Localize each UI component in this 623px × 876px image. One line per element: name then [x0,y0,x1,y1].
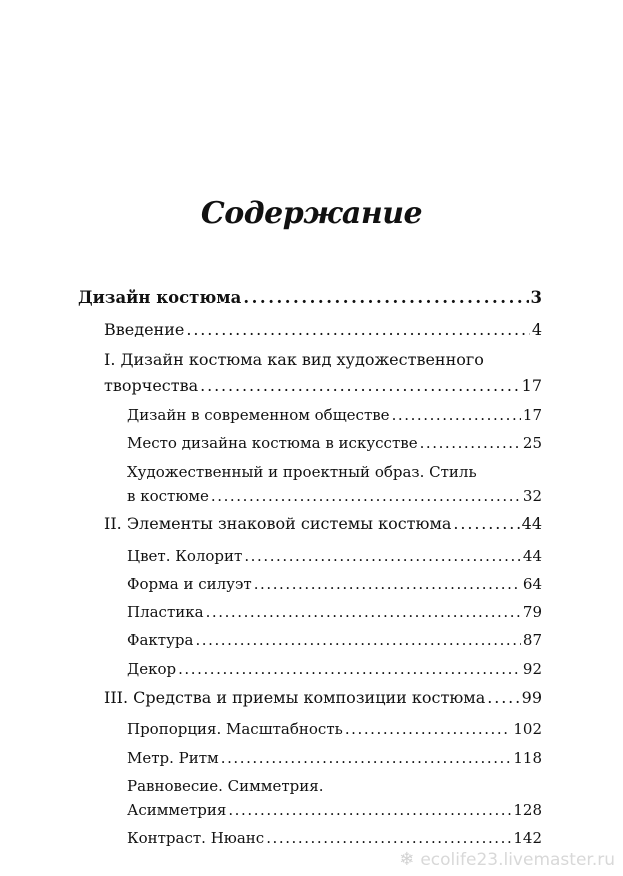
toc-entry-sub [127,602,542,622]
watermark-text: ecolife23.livemaster.ru [420,849,615,870]
toc-entry [104,320,542,340]
toc-entry-page: 17 [521,376,542,395]
toc-entry-title: Пропорция. Масштабность [127,720,343,738]
toc-entry-title: Фактура [127,631,194,649]
toc-entry-title: III. Средства и приемы композиции костюма [104,688,486,707]
toc-entry-page: 17 [522,406,542,424]
toc-entry-page: 99 [521,688,542,707]
toc-entry-sub [127,719,542,739]
toc-entry [104,514,542,534]
toc-entry-sub [127,630,542,650]
toc-entry [104,350,542,396]
toc-entry-page: 118 [513,749,542,767]
toc-entry-title: Введение [104,320,185,339]
toc-entry-sub [127,748,542,768]
toc-entry-sub [127,462,542,506]
toc-entry-page: 4 [531,320,542,339]
toc-entry-title: Контраст. Нюанс [127,829,265,847]
toc-entry-page: 102 [513,720,542,738]
toc-entry-page: 87 [522,631,542,649]
toc-entry-title: Цвет. Колорит [127,547,243,565]
toc-entry-title: Асимметрия [127,801,227,819]
toc-entry-title: Декор [127,660,177,678]
toc-entry-page: 142 [513,829,542,847]
toc-entry-page: 25 [522,434,542,452]
toc-entry-title: творчества [104,376,199,395]
toc-entry-page: 44 [522,547,542,565]
toc-entry-title: Дизайн в современном обществе [127,406,390,424]
page-title: Содержание [200,196,423,231]
toc-entry-sub [127,828,542,848]
toc-entry-sub [127,546,542,566]
toc-entry-sub [127,776,542,820]
toc-entry-sub [127,433,542,453]
toc-entry-page: 3 [530,288,542,307]
toc-entry-sub [127,659,542,679]
toc-entry-page: 128 [513,801,542,819]
toc-entry-title-line1: I. Дизайн костюма как вид художественного [104,350,484,369]
toc-entry-page: 32 [522,487,542,505]
toc-entry-sub [127,574,542,594]
toc-entry-section [78,288,542,308]
toc-entry-page: 64 [522,575,542,593]
toc-entry-page: 44 [521,514,542,533]
toc-entry-title: Форма и силуэт [127,575,252,593]
snowflake-logo-icon: ❄ [399,849,415,870]
toc-entry-title-line1: Равновесие. Симметрия. [127,777,324,795]
toc-entry-title-line1: Художественный и проектный образ. Стиль [127,463,477,481]
toc-entry-page: 79 [522,603,542,621]
toc-entry-title: Пластика [127,603,204,621]
toc-entry-title: Дизайн костюма [78,288,242,307]
toc-entry-title: Метр. Ритм [127,749,219,767]
watermark [399,849,615,870]
toc-entry-title: Место дизайна костюма в искусстве [127,434,418,452]
toc-entry-title: II. Элементы знаковой системы костюма [104,514,452,533]
toc-entry-page: 92 [522,660,542,678]
toc-entry-sub [127,405,542,425]
toc-entry [104,688,542,708]
toc-entry-title: в костюме [127,487,209,505]
